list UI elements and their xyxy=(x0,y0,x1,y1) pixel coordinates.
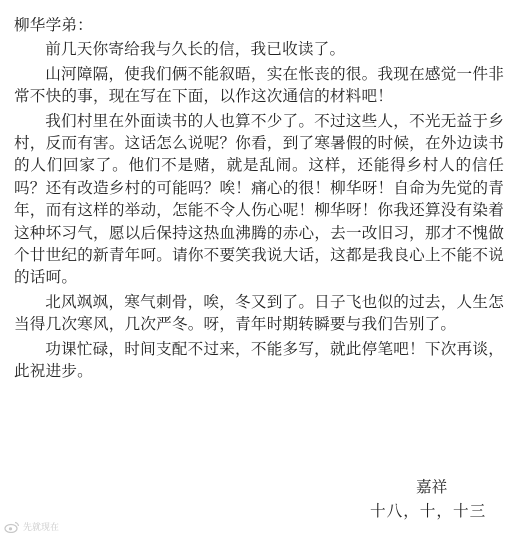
paragraph-2: 山河障隔，使我们俩不能叙晤，实在怅丧的很。我现在感觉一件非常不快的事，现在写在下面，以作这次通信的材料吧！ xyxy=(14,64,504,106)
weibo-icon xyxy=(4,521,20,533)
paragraph-1: 前几天你寄给我与久长的信，我已收读了。 xyxy=(45,40,346,59)
paragraph-5: 功课忙碌，时间支配不过来，不能多写，就此停笔吧！下次再谈，此祝进步。 xyxy=(14,339,504,381)
signature: 嘉祥 xyxy=(416,478,448,496)
paragraph-3: 我们村里在外面读书的人也算不少了。不过这些人，不光无益于乡村，反而有害。这话怎么说呢？你看，到了寒暑假的时候，在外边读书的人们回家了。他们不是赌，就是乱闹。这样，还能得乡村人的信任吗？还有改造乡村的可能吗？唉！痛心的很！柳华呀！自命为先觉的青年，而有这样的举动，怎能不令人伤心呢！柳华呀！你我还算没有染着这种坏习气，愿以后保持这热血沸腾的赤心，去一改旧习，那才不愧做个廿世纪的新青年呵。请你不要笑我说大话，这都是我良心上不能不说的话呵。 xyxy=(14,111,504,287)
paragraph-4: 北风飒飒，寒气刺骨，唉，冬又到了。日子飞也似的过去，人生怎当得几次寒风，几次严冬。呀，青年时期转瞬要与我们告别了。 xyxy=(14,292,504,334)
date-line: 十八，十，十三 xyxy=(370,502,487,520)
watermark xyxy=(4,520,59,533)
salutation: 柳华学弟： xyxy=(14,16,93,34)
letter-body xyxy=(14,14,504,385)
watermark-text: 先就现在 xyxy=(23,523,60,533)
